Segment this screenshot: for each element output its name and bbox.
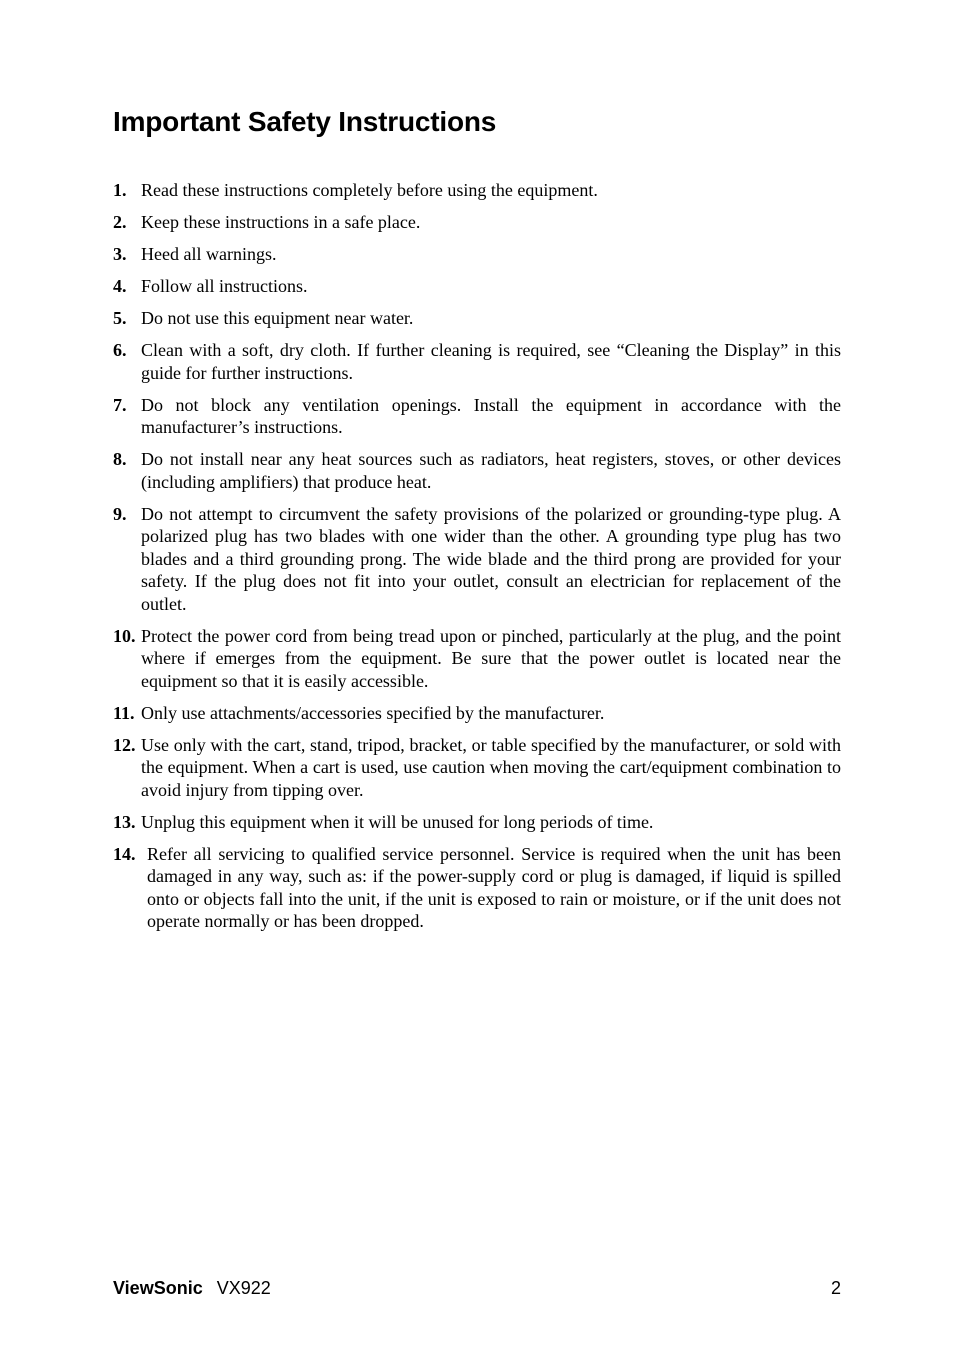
item-number: 1. xyxy=(113,180,127,200)
item-text: Do not attempt to circumvent the safety provisions of the polarized or grounding-type plug. A polarized plug has two blades with one wider than the other. A grounding type plug has two blades and a third grounding prong. The wide blade and the third prong are provided for your safety. If the plug does not fit into your outlet, consult an electrician for replacement of the outlet. xyxy=(141,503,841,614)
page-number: 2 xyxy=(830,1278,841,1298)
list-item xyxy=(113,179,841,202)
list-item xyxy=(113,307,841,330)
item-number: 3. xyxy=(113,244,127,264)
list-item xyxy=(113,394,841,439)
item-number: 12. xyxy=(113,734,136,755)
item-text: Do not block any ventilation openings. Install the equipment in accordance with the manufacturer’s instructions. xyxy=(141,394,841,437)
list-item xyxy=(113,843,841,933)
list-item xyxy=(113,275,841,298)
list-item xyxy=(113,211,841,234)
list-item xyxy=(113,448,841,493)
item-number: 2. xyxy=(113,212,127,232)
item-text: Refer all servicing to qualified service personnel. Service is required when the unit has been damaged in any way, such as: if the power-supply cord or plug is damaged, if liquid is spilled onto or objects fall into the unit, if the unit is exposed to rain or moisture, or if the unit does not operate normally or has been dropped. xyxy=(147,843,841,931)
item-text: Use only with the cart, stand, tripod, bracket, or table specified by the manufacturer, or sold with the equipment. When a cart is used, use caution when moving the cart/equipment combination to avoid injury from tipping over. xyxy=(141,734,841,800)
item-number: 11. xyxy=(113,702,135,723)
page-footer xyxy=(113,1277,841,1299)
list-item xyxy=(113,243,841,266)
item-text: Protect the power cord from being tread upon or pinched, particularly at the plug, and the point where if emerges from the equipment. Be sure that the power outlet is located near the equipment so that it is easily accessible. xyxy=(141,625,841,691)
list-item xyxy=(113,625,841,693)
item-number: 7. xyxy=(113,394,127,415)
item-text: Do not install near any heat sources such as radiators, heat registers, stoves, or other devices (including amplifiers) that produce heat. xyxy=(141,449,841,492)
item-text: Unplug this equipment when it will be unused for long periods of time. xyxy=(141,811,654,832)
item-text: Clean with a soft, dry cloth. If further cleaning is required, see “Cleaning the Display” in this guide for further instructions. xyxy=(141,340,841,383)
list-item xyxy=(113,339,841,384)
item-text: Do not use this equipment near water. xyxy=(141,308,414,328)
model-name: VX922 xyxy=(216,1278,271,1298)
item-number: 13. xyxy=(113,811,136,832)
item-text: Keep these instructions in a safe place. xyxy=(141,212,421,232)
list-item xyxy=(113,811,841,834)
item-number: 5. xyxy=(113,308,127,328)
brand-name: ViewSonic xyxy=(113,1278,203,1298)
list-item xyxy=(113,734,841,802)
item-text: Heed all warnings. xyxy=(141,244,277,264)
list-item xyxy=(113,702,841,725)
item-number: 4. xyxy=(113,276,127,296)
list-item xyxy=(113,503,841,616)
item-number: 9. xyxy=(113,503,127,524)
item-text: Only use attachments/accessories specified by the manufacturer. xyxy=(141,702,605,723)
item-number: 10. xyxy=(113,625,136,646)
item-number: 14. xyxy=(113,843,136,864)
page-title: Important Safety Instructions xyxy=(113,106,497,137)
item-text: Read these instructions completely before using the equipment. xyxy=(141,180,598,200)
item-number: 6. xyxy=(113,340,127,360)
safety-instruction-list xyxy=(113,179,841,942)
item-number: 8. xyxy=(113,449,127,469)
item-text: Follow all instructions. xyxy=(141,276,308,296)
